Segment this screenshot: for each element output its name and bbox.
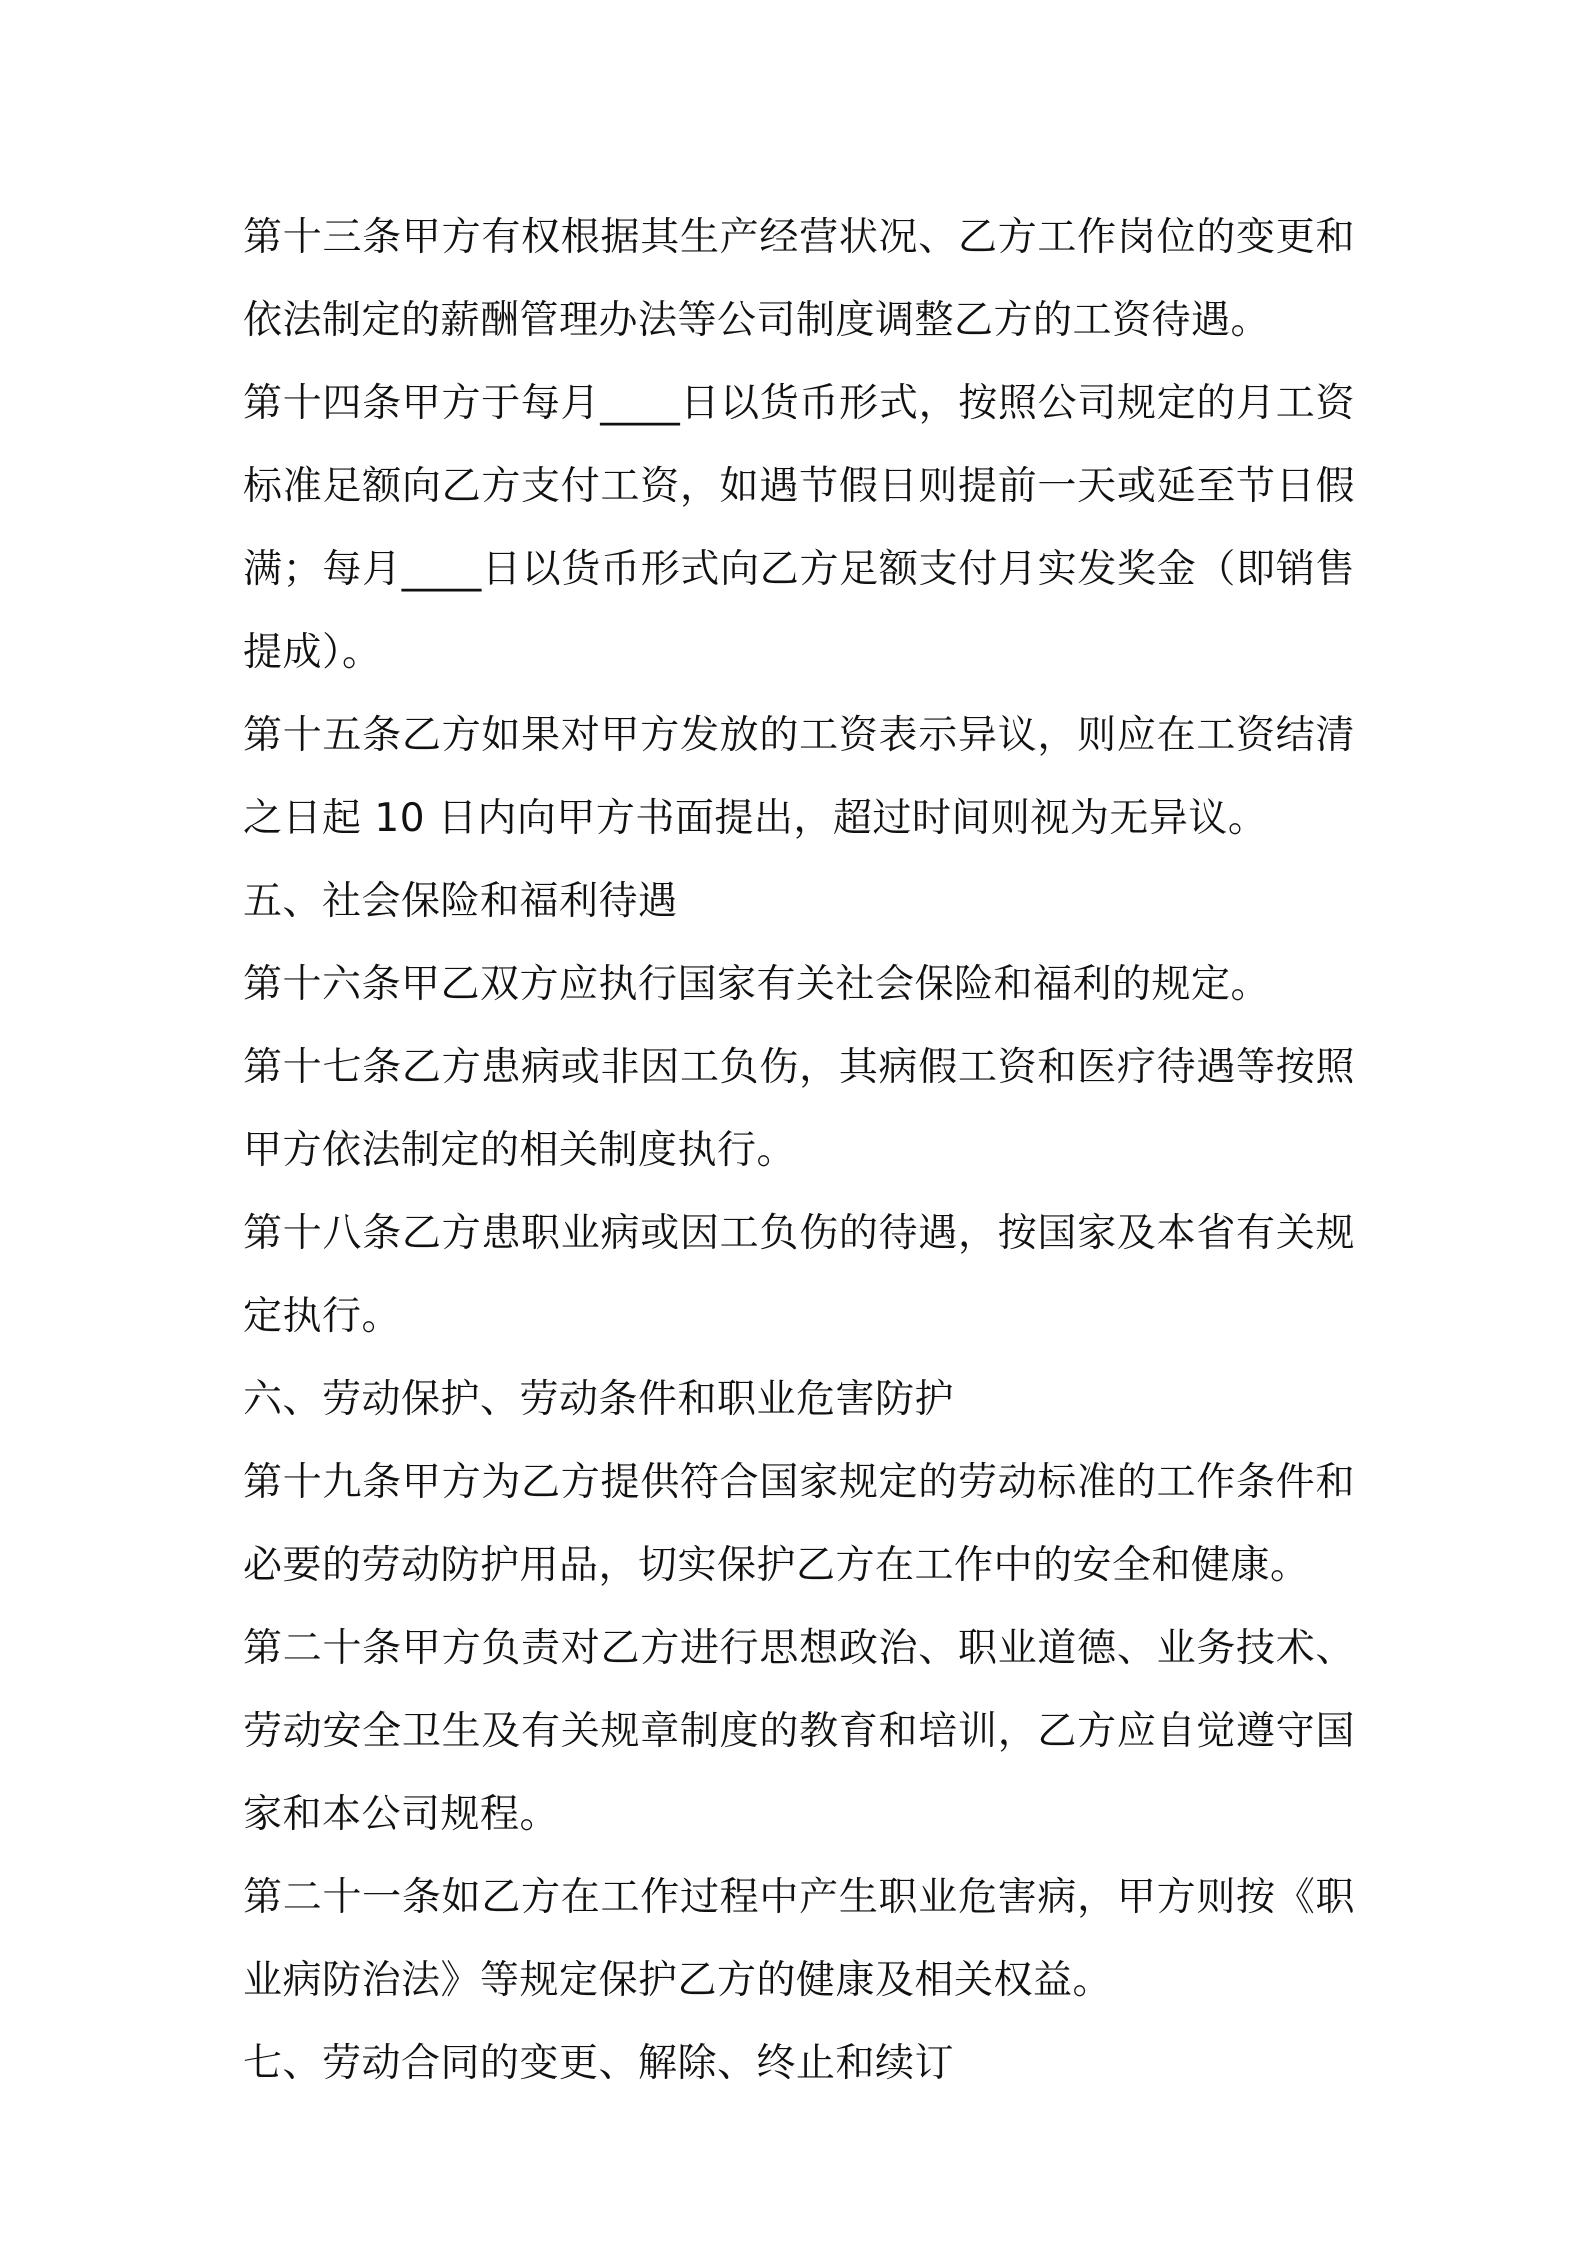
clause-14: 第十四条甲方于每月____日以货币形式，按照公司规定的月工资标准足额向乙方支付工资，如遇节假日则提前一天或延至节日假满；每月____日以货币形式向乙方足额支付月实发奖金（即销售提成）。 [243, 381, 1355, 675]
section-heading-5: 五、社会保险和福利待遇 [243, 879, 678, 924]
clause-15: 第十五条乙方如果对甲方发放的工资表示异议，则应在工资结清之日起 10 日内向甲方书面提出，超过时间则视为无异议。 [243, 713, 1355, 841]
clause-17: 第十七条乙方患病或非因工负伤，其病假工资和医疗待遇等按照甲方依法制定的相关制度执行。 [243, 1045, 1355, 1173]
clause-19: 第十九条甲方为乙方提供符合国家规定的劳动标准的工作条件和必要的劳动防护用品，切实保护乙方在工作中的安全和健康。 [243, 1460, 1355, 1588]
clause-18: 第十八条乙方患职业病或因工负伤的待遇，按国家及本省有关规定执行。 [243, 1211, 1355, 1339]
clause-13: 第十三条甲方有权根据其生产经营状况、乙方工作岗位的变更和依法制定的薪酬管理办法等公司制度调整乙方的工资待遇。 [243, 215, 1355, 343]
section-heading-7: 七、劳动合同的变更、解除、终止和续订 [243, 2041, 955, 2086]
clause-21: 第二十一条如乙方在工作过程中产生职业危害病，甲方则按《职业病防治法》等规定保护乙方的健康及相关权益。 [243, 1875, 1355, 2003]
document-page [243, 196, 1355, 2105]
section-heading-6: 六、劳动保护、劳动条件和职业危害防护 [243, 1377, 955, 1422]
clause-20: 第二十条甲方负责对乙方进行思想政治、职业道德、业务技术、劳动安全卫生及有关规章制度的教育和培训，乙方应自觉遵守国家和本公司规程。 [243, 1626, 1355, 1837]
clause-16: 第十六条甲乙双方应执行国家有关社会保险和福利的规定。 [243, 962, 1271, 1007]
